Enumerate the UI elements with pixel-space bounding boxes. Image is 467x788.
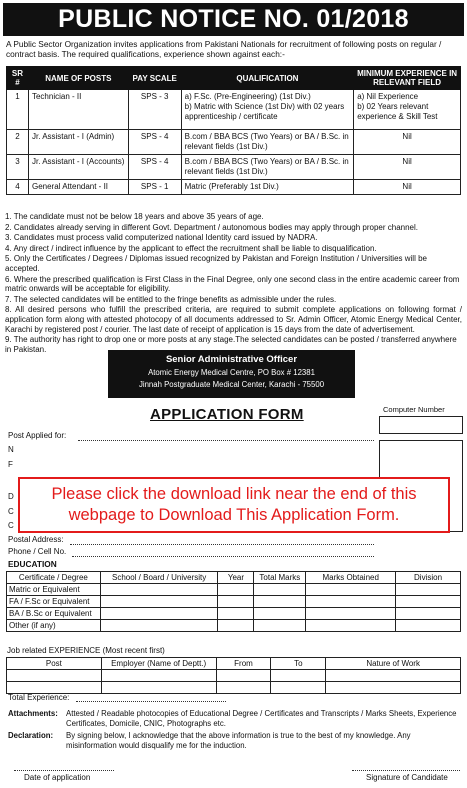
- download-notice-overlay[interactable]: Please click the download link near the end of this webpage to Download This Application Form.: [18, 477, 450, 533]
- table-row: [7, 155, 461, 180]
- postal-address-label: Postal Address:: [8, 535, 64, 544]
- exp-cell[interactable]: [101, 682, 216, 694]
- exp-cell[interactable]: [216, 682, 271, 694]
- cell-qual: B.com / BBA BCS (Two Years) or BA / B.Sc. in relevant fields (1st Div.): [181, 130, 354, 155]
- posts-table: [6, 66, 461, 195]
- cell-sr: 4: [7, 180, 29, 195]
- cell-name: Technician - II: [28, 90, 128, 130]
- cell-name: General Attendant - II: [28, 180, 128, 195]
- exp-cell[interactable]: [271, 670, 326, 682]
- declaration-row: [8, 731, 463, 751]
- phone-rule: [72, 556, 374, 557]
- header-scale: PAY SCALE: [128, 67, 181, 90]
- edu-degree: BA / B.Sc or Equivalent: [7, 608, 101, 620]
- edu-header: Division: [396, 572, 461, 584]
- education-table: [6, 571, 461, 632]
- edu-header: School / Board / University: [100, 572, 218, 584]
- cell-exp: a) Nil Experience b) 02 Years relevant experience & Skill Test: [354, 90, 461, 130]
- total-experience-rule: [76, 701, 226, 702]
- exp-cell[interactable]: [7, 682, 102, 694]
- condition-item: 9. The authority has right to drop one or more posts at any stage.The selected candidates can be posted / transferred anywhere in Pakistan.: [5, 335, 457, 354]
- condition-item: 3. Candidates must process valid computerized national Identity card issued by NADRA.: [5, 233, 318, 243]
- edu-header: Total Marks: [254, 572, 306, 584]
- office-line2: Jinnah Postgraduate Medical Center, Karachi - 75500: [138, 380, 325, 389]
- edu-cell[interactable]: [254, 584, 306, 596]
- education-header-row: [7, 572, 461, 584]
- post-applied-rule: [78, 440, 374, 441]
- postal-address-rule: [70, 544, 374, 545]
- condition-item: 6. Where the prescribed qualification is First Class in the Final Degree, only one second class in the entire academic career from matric onwards will be acceptable for eligibility.: [5, 274, 460, 294]
- table-row: [7, 180, 461, 195]
- exp-cell[interactable]: [326, 670, 461, 682]
- edu-cell[interactable]: [218, 608, 254, 620]
- exp-cell[interactable]: [101, 670, 216, 682]
- condition-item: 1. The candidate must not be below 18 years and above 35 years of age.: [5, 212, 264, 221]
- exp-cell[interactable]: [326, 682, 461, 694]
- edu-cell[interactable]: [306, 596, 396, 608]
- edu-cell[interactable]: [254, 620, 306, 632]
- exp-cell[interactable]: [271, 682, 326, 694]
- condition-item: 7. The selected candidates will be entitled to the fringe benefits as admissible under the rules.: [5, 294, 337, 304]
- field-initial: D: [8, 492, 14, 501]
- attachments-row: [8, 709, 463, 729]
- edu-header: Marks Obtained: [306, 572, 396, 584]
- exp-header: Nature of Work: [326, 658, 461, 670]
- table-row: [7, 620, 461, 632]
- header-sr: SR #: [7, 67, 29, 90]
- edu-cell[interactable]: [218, 584, 254, 596]
- experience-header-row: [7, 658, 461, 670]
- declaration-key: Declaration:: [8, 731, 54, 740]
- cell-qual: a) F.Sc. (Pre-Engineering) (1st Div.) b) Matric with Science (1st Div) with 02 years apprenticeship / certificate: [181, 90, 354, 130]
- edu-degree: Matric or Equivalent: [7, 584, 101, 596]
- edu-cell[interactable]: [306, 620, 396, 632]
- conditions-list: [5, 212, 462, 355]
- edu-cell[interactable]: [396, 608, 461, 620]
- cell-sr: 2: [7, 130, 29, 155]
- cell-scale: SPS - 4: [128, 155, 181, 180]
- cell-name: Jr. Assistant - I (Accounts): [28, 155, 128, 180]
- condition-item: 4. Any direct / indirect influence by the applicant to effect the recruitment shall be liable to disqualification.: [5, 243, 377, 253]
- form-title: APPLICATION FORM: [150, 406, 304, 423]
- edu-degree: Other (if any): [7, 620, 101, 632]
- posts-header-row: [7, 67, 461, 90]
- attachments-text: Attested / Readable photocopies of Educational Degree / Certificates and Transcripts / Marks Sheets, Experience Certificates, Domicile, CNIC, Photographs etc.: [66, 709, 457, 728]
- table-row: [7, 90, 461, 130]
- table-row: [7, 670, 461, 682]
- table-row: [7, 596, 461, 608]
- exp-header: From: [216, 658, 271, 670]
- experience-table: [6, 657, 461, 694]
- edu-cell[interactable]: [218, 620, 254, 632]
- experience-label: Job related EXPERIENCE (Most recent first): [7, 646, 165, 655]
- edu-header: Year: [218, 572, 254, 584]
- edu-cell[interactable]: [100, 584, 218, 596]
- condition-item: 5. Only the Certificates / Degrees / Diplomas issued recognized by Pakistan and Foreign Institution / Universities will be accepted.: [5, 254, 427, 273]
- exp-cell[interactable]: [7, 670, 102, 682]
- edu-cell[interactable]: [396, 596, 461, 608]
- edu-cell[interactable]: [254, 596, 306, 608]
- header-name: NAME OF POSTS: [28, 67, 128, 90]
- post-applied-label: Post Applied for:: [8, 431, 67, 440]
- cell-sr: 1: [7, 90, 29, 130]
- edu-cell[interactable]: [218, 596, 254, 608]
- condition-item: 8. All desired persons who fulfill the prescribed criteria, are required to submit complete applications on following format / application form along with attested photocopy of all documents addressed to Sr. Admin Officer, Atomic Energy Medical Center, Karachi by registered post / courier. The last date of receipt of application is 15 days from the date of advertisement.: [5, 305, 462, 334]
- field-initial: N: [8, 445, 14, 454]
- field-initial: C: [8, 521, 14, 530]
- edu-cell[interactable]: [100, 620, 218, 632]
- cell-scale: SPS - 1: [128, 180, 181, 195]
- edu-cell[interactable]: [100, 608, 218, 620]
- cell-exp: Nil: [354, 180, 461, 195]
- exp-cell[interactable]: [216, 670, 271, 682]
- cell-sr: 3: [7, 155, 29, 180]
- education-label: EDUCATION: [8, 559, 57, 569]
- signature-rule: [352, 770, 460, 771]
- cell-exp: Nil: [354, 130, 461, 155]
- cell-name: Jr. Assistant - I (Admin): [28, 130, 128, 155]
- cell-scale: SPS - 4: [128, 130, 181, 155]
- office-address-box: [108, 350, 355, 398]
- office-line1: Atomic Energy Medical Centre, PO Box # 12381: [148, 368, 315, 377]
- exp-header: To: [271, 658, 326, 670]
- computer-number-box: [379, 416, 463, 434]
- signature-label: Signature of Candidate: [366, 773, 448, 782]
- date-label: Date of application: [24, 773, 91, 782]
- header-experience: MINIMUM EXPERIENCE IN RELEVANT FIELD: [354, 67, 461, 90]
- edu-cell[interactable]: [396, 584, 461, 596]
- office-title: Senior Administrative Officer: [165, 354, 298, 365]
- intro-text: A Public Sector Organization invites applications from Pakistani Nationals for recruitment of following posts on regular / contract basis. The required qualifications, experience shown against each:-: [6, 39, 442, 59]
- table-row: [7, 608, 461, 620]
- edu-header: Certificate / Degree: [7, 572, 101, 584]
- field-initial: F: [8, 460, 13, 469]
- edu-cell[interactable]: [100, 596, 218, 608]
- header-qualification: QUALIFICATION: [181, 67, 354, 90]
- total-experience-label: Total Experience:: [8, 693, 70, 702]
- edu-cell[interactable]: [396, 620, 461, 632]
- notice-title: PUBLIC NOTICE NO. 01/2018: [3, 3, 464, 36]
- cell-qual: Matric (Preferably 1st Div.): [181, 180, 354, 195]
- field-initial: C: [8, 507, 14, 516]
- notes-section: [8, 709, 463, 753]
- edu-cell[interactable]: [306, 584, 396, 596]
- table-row: [7, 130, 461, 155]
- edu-cell[interactable]: [254, 608, 306, 620]
- edu-degree: FA / F.Sc or Equivalent: [7, 596, 101, 608]
- attachments-key: Attachments:: [8, 709, 58, 718]
- computer-number-label: Computer Number: [383, 405, 445, 414]
- date-rule: [14, 770, 114, 771]
- declaration-text: By signing below, I acknowledge that the above information is true to the best of my knowledge. Any misinformation would disqualify me for the induction.: [66, 731, 411, 750]
- table-row: [7, 584, 461, 596]
- exp-header: Employer (Name of Deptt.): [101, 658, 216, 670]
- phone-label: Phone / Cell No.: [8, 547, 67, 556]
- condition-item: 2. Candidates already serving in different Govt. Department / autonomous bodies may apply through proper channel.: [5, 222, 418, 232]
- cell-exp: Nil: [354, 155, 461, 180]
- table-row: [7, 682, 461, 694]
- edu-cell[interactable]: [306, 608, 396, 620]
- cell-scale: SPS - 3: [128, 90, 181, 130]
- exp-header: Post: [7, 658, 102, 670]
- cell-qual: B.com / BBA BCS (Two Years) or BA / B.Sc. in relevant fields (1st Div.): [181, 155, 354, 180]
